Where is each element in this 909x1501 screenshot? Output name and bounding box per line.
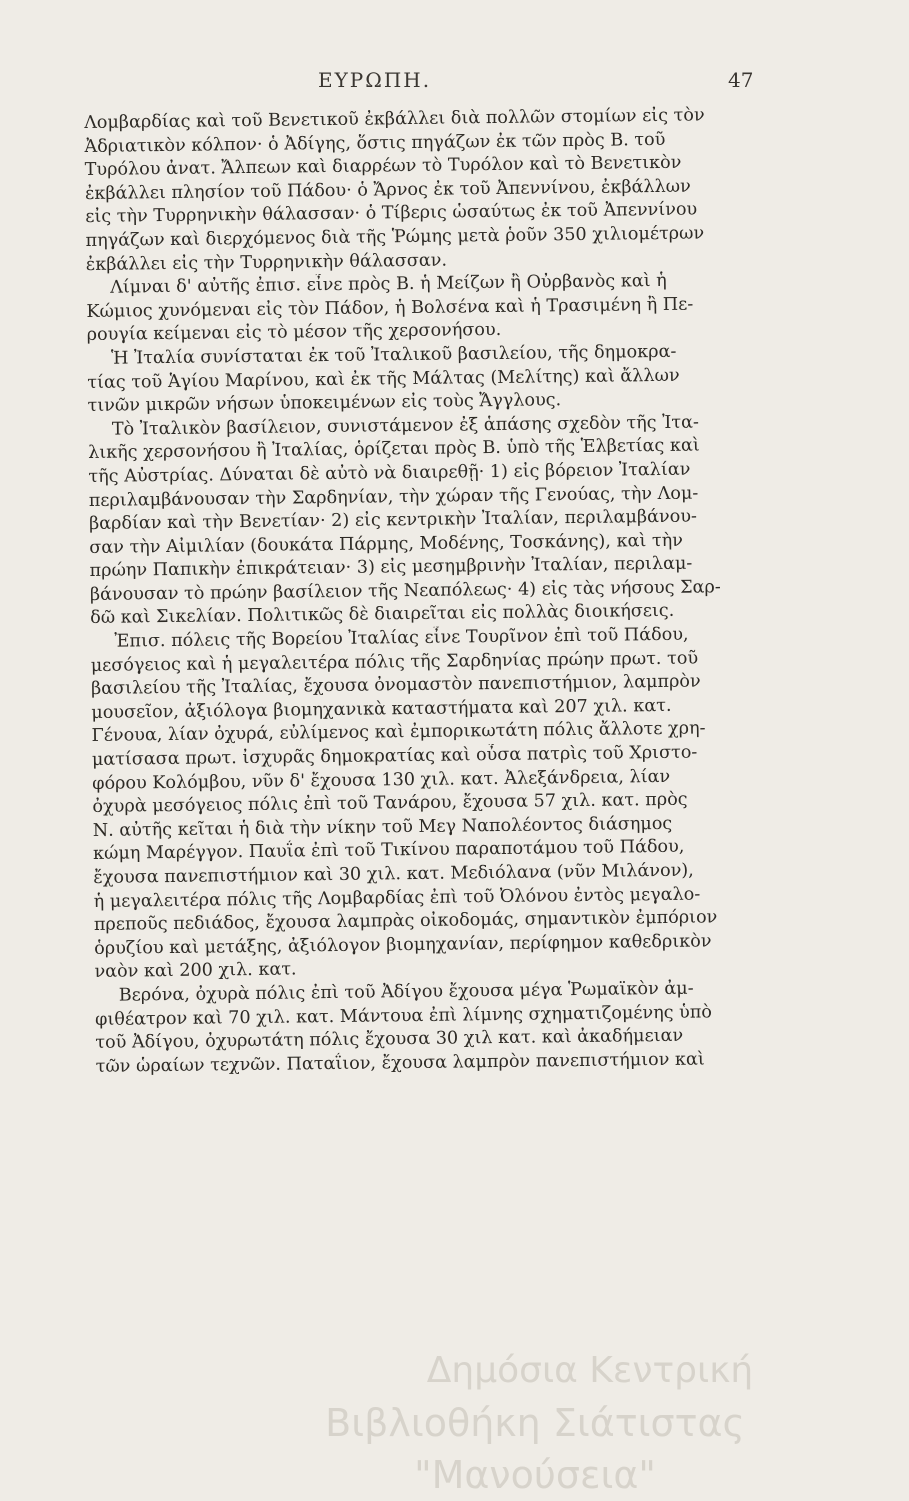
text-line: μουσεῖον, ἀξιόλογα βιομηχανικὰ καταστήματα καὶ 207 χιλ. κατ. [91, 695, 672, 723]
text-line: περιλαμβάνουσαν τὴν Σαρδηνίαν, τὴν χώραν τῆς Γενούας, τὴν Λομ- [88, 483, 699, 511]
text-line: φόρου Κολόμβου, νῦν δ' ἔχουσα 130 χιλ. κατ. Ἀλεξάνδρεια, λίαν [92, 766, 671, 794]
text-line: σαν τὴν Αἰμιλίαν (δουκάτα Πάρμης, Μοδένης, Τοσκάνης), καὶ τὴν [89, 530, 683, 558]
text-line: ματίσασα πρωτ. ἰσχυρᾶς δημοκρατίας καὶ οὖσα πατρὶς τοῦ Χριστο- [91, 742, 698, 770]
text-line: μεσόγειος καὶ ἡ μεγαλειτέρα πόλις τῆς Σαρδηνίας πρώην πρωτ. τοῦ [90, 648, 699, 676]
text-line: πηγάζων καὶ διερχόμενος διὰ τῆς Ῥώμης μετὰ ῥοῦν 350 χιλιομέτρων [85, 223, 705, 251]
text-line: Λίμναι δ' αὐτῆς ἐπισ. εἶνε πρὸς Β. ἡ Μείζων ἢ Οὐρβανὸς καὶ ἡ [110, 271, 667, 298]
text-line: φιθέατρον καὶ 70 χιλ. κατ. Μάντουα ἐπὶ λίμνης σχηματιζομένης ὑπὸ [94, 1001, 713, 1030]
library-watermark [200, 1345, 870, 1501]
watermark-line-1: Δημόσια Κεντρική [426, 1350, 754, 1391]
text-line: βάνουσαν τὸ πρώην βασίλειον τῆς Νεαπόλεως· 4) εἰς τὰς νήσους Σαρ- [89, 577, 721, 605]
text-line: κώμη Μαρέγγον. Παυΐα ἐπὶ τοῦ Τικίνου παραποτάμου τοῦ Πάδου, [92, 837, 685, 865]
text-line: τῶν ὡραίων τεχνῶν. Παταΐιον, ἔχουσα λαμπρὸν πανεπιστήμιον καὶ [95, 1049, 705, 1077]
text-line: Γένουα, λίαν ὀχυρά, εὐλίμενος καὶ ἐμπορικωτάτη πόλις ἄλλοτε χρη- [91, 718, 706, 747]
page-header [0, 68, 909, 98]
text-line: εἰς τὴν Τυρρηνικὴν θάλασσαν· ὁ Τίβερις ὡσαύτως ἐκ τοῦ Ἀπεννίνου [85, 199, 698, 228]
text-line: Ἐπισ. πόλεις τῆς Βορείου Ἰταλίας εἶνε Τουρῖνον ἐπὶ τοῦ Πάδου, [114, 624, 689, 652]
text-line: τινῶν μικρῶν νήσων ὑποκειμένων εἰς τοὺς Ἄγγλους. [87, 390, 562, 417]
text-line: Ν. αὐτῆς κεῖται ἡ διὰ τὴν νίκην τοῦ Μεγ Ναπολέοντος διάσημος [92, 813, 673, 841]
text-line: τοῦ Ἀδίγου, ὀχυρωτάτη πόλις ἔχουσα 30 χιλ κατ. καὶ ἀκαδήμειαν [95, 1025, 684, 1054]
text-line: Βερόνα, ὀχυρὰ πόλις ἐπὶ τοῦ Ἀδίγου ἔχουσα μέγα Ῥωμαϊκὸν ἀμ- [118, 978, 694, 1006]
watermark-line-2: Βιβλιοθήκη Σιάτιστας "Μανούσεια" [325, 1401, 745, 1497]
text-line: Ἀδριατικὸν κόλπον· ὁ Ἀδίγης, ὅστις πηγάζων ἐκ τῶν πρὸς Β. τοῦ [84, 129, 666, 157]
page-number: 47 [728, 68, 754, 92]
text-line: τίας τοῦ Ἁγίου Μαρίνου, καὶ ἐκ τῆς Μάλτας (Μελίτης) καὶ ἄλλων [87, 365, 680, 393]
text-line: Τὸ Ἰταλικὸν βασίλειον, συνιστάμενον ἐξ ἁπάσης σχεδὸν τῆς Ἰτα- [111, 412, 699, 440]
text-line: ρουγία κείμεναι εἰς τὸ μέσον τῆς χερσονήσου. [86, 320, 502, 346]
text-line: τῆς Αὐστρίας. Δύναται δὲ αὐτὸ νὰ διαιρεθῇ· 1) εἰς βόρειον Ἰταλίαν [88, 459, 691, 487]
text-line: βαρδίαν καὶ τὴν Βενετίαν· 2) εἰς κεντρικὴν Ἰταλίαν, περιλαμβάνου- [88, 506, 698, 535]
text-line: Ἡ Ἰταλία συνίσταται ἐκ τοῦ Ἰταλικοῦ βασιλείου, τῆς δημοκρα- [110, 341, 677, 369]
text-line: Κώμιος χυνόμεναι εἰς τὸν Πάδον, ἡ Βολσένα καὶ ἡ Τρασιμένη ἢ Πε- [86, 294, 694, 322]
text-line: ἡ μεγαλειτέρα πόλις τῆς Λομβαρδίας ἐπὶ τοῦ Ὀλόνου ἐντὸς μεγαλο- [93, 884, 701, 912]
text-line: δῶ καὶ Σικελίαν. Πολιτικῶς δὲ διαιρεῖται εἰς πολλὰς διοικήσεις. [90, 601, 675, 629]
text-line: ὀχυρὰ μεσόγειος πόλις ἐπὶ τοῦ Τανάρου, ἔχουσα 57 χιλ. κατ. πρὸς [92, 789, 688, 818]
text-line: ναὸν καὶ 200 χιλ. κατ. [94, 959, 297, 983]
text-line: ὁρυζίου καὶ μετάξης, ἀξιόλογον βιομηχανίαν, περίφημον καθεδρικὸν [94, 931, 712, 959]
text-line: ἐκβάλλει πλησίον τοῦ Πάδου· ὁ Ἄρνος ἐκ τοῦ Ἀπεννίνου, ἐκβάλλων [84, 176, 691, 204]
text-line: λικῆς χερσονήσου ἢ Ἰταλίας, ὁρίζεται πρὸς Β. ὑπὸ τῆς Ἑλβετίας καὶ [88, 435, 700, 464]
text-line: Τυρόλου ἀνατ. Ἄλπεων καὶ διαρρέων τὸ Τυρόλον καὶ τὸ Βενετικὸν [84, 152, 682, 181]
text-line: πρώην Παπικὴν ἐπικράτειαν· 3) εἰς μεσημβρινὴν Ἰταλίαν, περιλαμ- [89, 553, 693, 582]
running-head: ΕΥΡΩΠΗ. [318, 68, 432, 92]
text-line: Λομβαρδίας καὶ τοῦ Βενετικοῦ ἐκβάλλει διὰ πολλῶν στομίων εἰς τὸν [84, 105, 705, 133]
body-text [84, 104, 786, 1080]
text-line: ἔχουσα πανεπιστήμιον καὶ 30 χιλ. κατ. Μεδιόλανα (νῦν Μιλάνον), [93, 860, 694, 888]
text-line: πρεποῦς πεδιάδος, ἔχουσα λαμπρὰς οἰκοδομάς, σημαντικὸν ἐμπόριον [93, 907, 718, 936]
text-line: ἐκβάλλει εἰς τὴν Τυρρηνικὴν θάλασσαν. [85, 250, 448, 275]
text-line: βασιλείου τῆς Ἰταλίας, ἔχουσα ὀνομαστὸν πανεπιστήμιον, λαμπρὸν [90, 671, 701, 700]
